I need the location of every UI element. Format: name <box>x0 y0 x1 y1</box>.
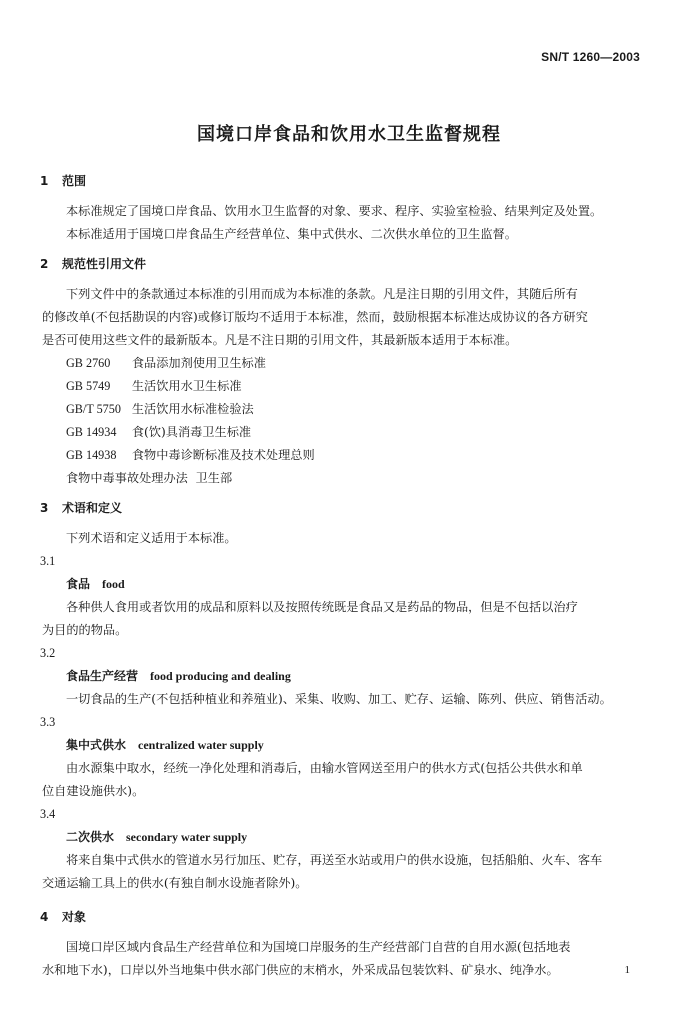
term-definition-line: 交通运输工具上的供水(有独自制水设施者除外)。 <box>42 876 308 890</box>
section-title: 范围 <box>62 174 87 188</box>
term-number: 3.2 <box>40 646 56 660</box>
term-en: food <box>102 577 125 591</box>
term-heading <box>0 734 698 757</box>
reference-name: 生活饮用水标准检验法 <box>131 402 254 416</box>
section-2-heading <box>0 253 698 276</box>
term-en: secondary water supply <box>126 830 248 844</box>
section-3-heading <box>0 497 698 520</box>
section-2-para-line-2: 的修改单(不包括勘误的内容)或修订版均不适用于本标准，然而，鼓励根据本标准达成协议的各方研究 <box>42 310 588 324</box>
document-title: 国境口岸食品和饮用水卫生监督规程 <box>197 124 501 145</box>
term-en: food producing and dealing <box>150 669 291 683</box>
reference-item <box>0 375 698 398</box>
reference-code: GB 5749 <box>66 379 111 393</box>
term-heading <box>0 573 698 596</box>
reference-name: 食(饮)具消毒卫生标准 <box>131 425 252 439</box>
reference-name: 食品添加剂使用卫生标准 <box>131 356 266 370</box>
section-4-heading <box>0 906 698 929</box>
section-number: 4 <box>40 910 49 924</box>
section-title: 规范性引用文件 <box>62 257 147 271</box>
reference-code: 食物中毒事故处理办法 <box>66 471 188 485</box>
reference-code: GB/T 5750 <box>66 402 121 416</box>
reference-code: GB 14938 <box>66 448 117 462</box>
section-1-heading <box>0 170 698 193</box>
section-title: 术语和定义 <box>62 501 123 515</box>
section-2-para-line-1: 下列文件中的条款通过本标准的引用而成为本标准的条款。凡是注日期的引用文件，其随后所有 <box>66 287 578 301</box>
term-definition-line: 各种供人食用或者饮用的成品和原料以及按照传统既是食品又是药品的物品，但是不包括以治疗 <box>66 600 578 614</box>
term-zh: 二次供水 <box>66 830 115 844</box>
term-zh: 集中式供水 <box>66 738 127 752</box>
section-1-line-2: 本标准适用于国境口岸食品生产经营单位、集中式供水、二次供水单位的卫生监督。 <box>66 227 517 241</box>
term-en: centralized water supply <box>138 738 264 752</box>
term-heading <box>0 665 698 688</box>
reference-item <box>0 352 698 375</box>
term-heading <box>0 826 698 849</box>
term-definition-line: 由水源集中取水，经统一净化处理和消毒后，由输水管网送至用户的供水方式(包括公共供水和单 <box>66 761 583 775</box>
section-number: 3 <box>40 501 49 515</box>
reference-item <box>0 467 698 490</box>
term-definition-line: 一切食品的生产(不包括种植业和养殖业)、采集、收购、加工、贮存、运输、陈列、供应、销售活动。 <box>66 692 612 706</box>
term-zh: 食品 <box>66 577 91 591</box>
term-number: 3.1 <box>40 554 56 568</box>
term-definition-line: 位自建设施供水)。 <box>42 784 145 798</box>
term-zh: 食品生产经营 <box>66 669 139 683</box>
section-title: 对象 <box>62 910 87 924</box>
page-number: 1 <box>624 964 630 976</box>
section-2-para-line-3: 是否可使用这些文件的最新版本。凡是不注日期的引用文件，其最新版本适用于本标准。 <box>42 333 518 347</box>
reference-item <box>0 398 698 421</box>
reference-code: GB 14934 <box>66 425 117 439</box>
section-4-line-2: 水和地下水)，口岸以外当地集中供水部门供应的末梢水，外采成品包装饮料、矿泉水、纯净水。 <box>42 963 559 977</box>
section-1-line-1: 本标准规定了国境口岸食品、饮用水卫生监督的对象、要求、程序、实验室检验、结果判定及处置。 <box>66 204 603 218</box>
section-3-intro: 下列术语和定义适用于本标准。 <box>66 531 237 545</box>
reference-name: 食物中毒诊断标准及技术处理总则 <box>131 448 315 462</box>
term-number: 3.4 <box>40 807 56 821</box>
standard-code: SN/T 1260—2003 <box>541 50 640 64</box>
section-4-line-1: 国境口岸区域内食品生产经营单位和为国境口岸服务的生产经营部门自营的自用水源(包括地表 <box>66 940 571 954</box>
section-number: 2 <box>40 257 49 271</box>
reference-code: GB 2760 <box>66 356 111 370</box>
term-number: 3.3 <box>40 715 56 729</box>
reference-item <box>0 444 698 467</box>
reference-name: 生活饮用水卫生标准 <box>131 379 242 393</box>
document-body <box>0 170 698 982</box>
section-number: 1 <box>40 174 49 188</box>
reference-name: 卫生部 <box>195 471 233 485</box>
reference-item <box>0 421 698 444</box>
term-definition-line: 将来自集中式供水的管道水另行加压、贮存，再送至水站或用户的供水设施，包括船舶、火车、客车 <box>66 853 603 867</box>
term-definition-line: 为目的的物品。 <box>42 623 128 637</box>
